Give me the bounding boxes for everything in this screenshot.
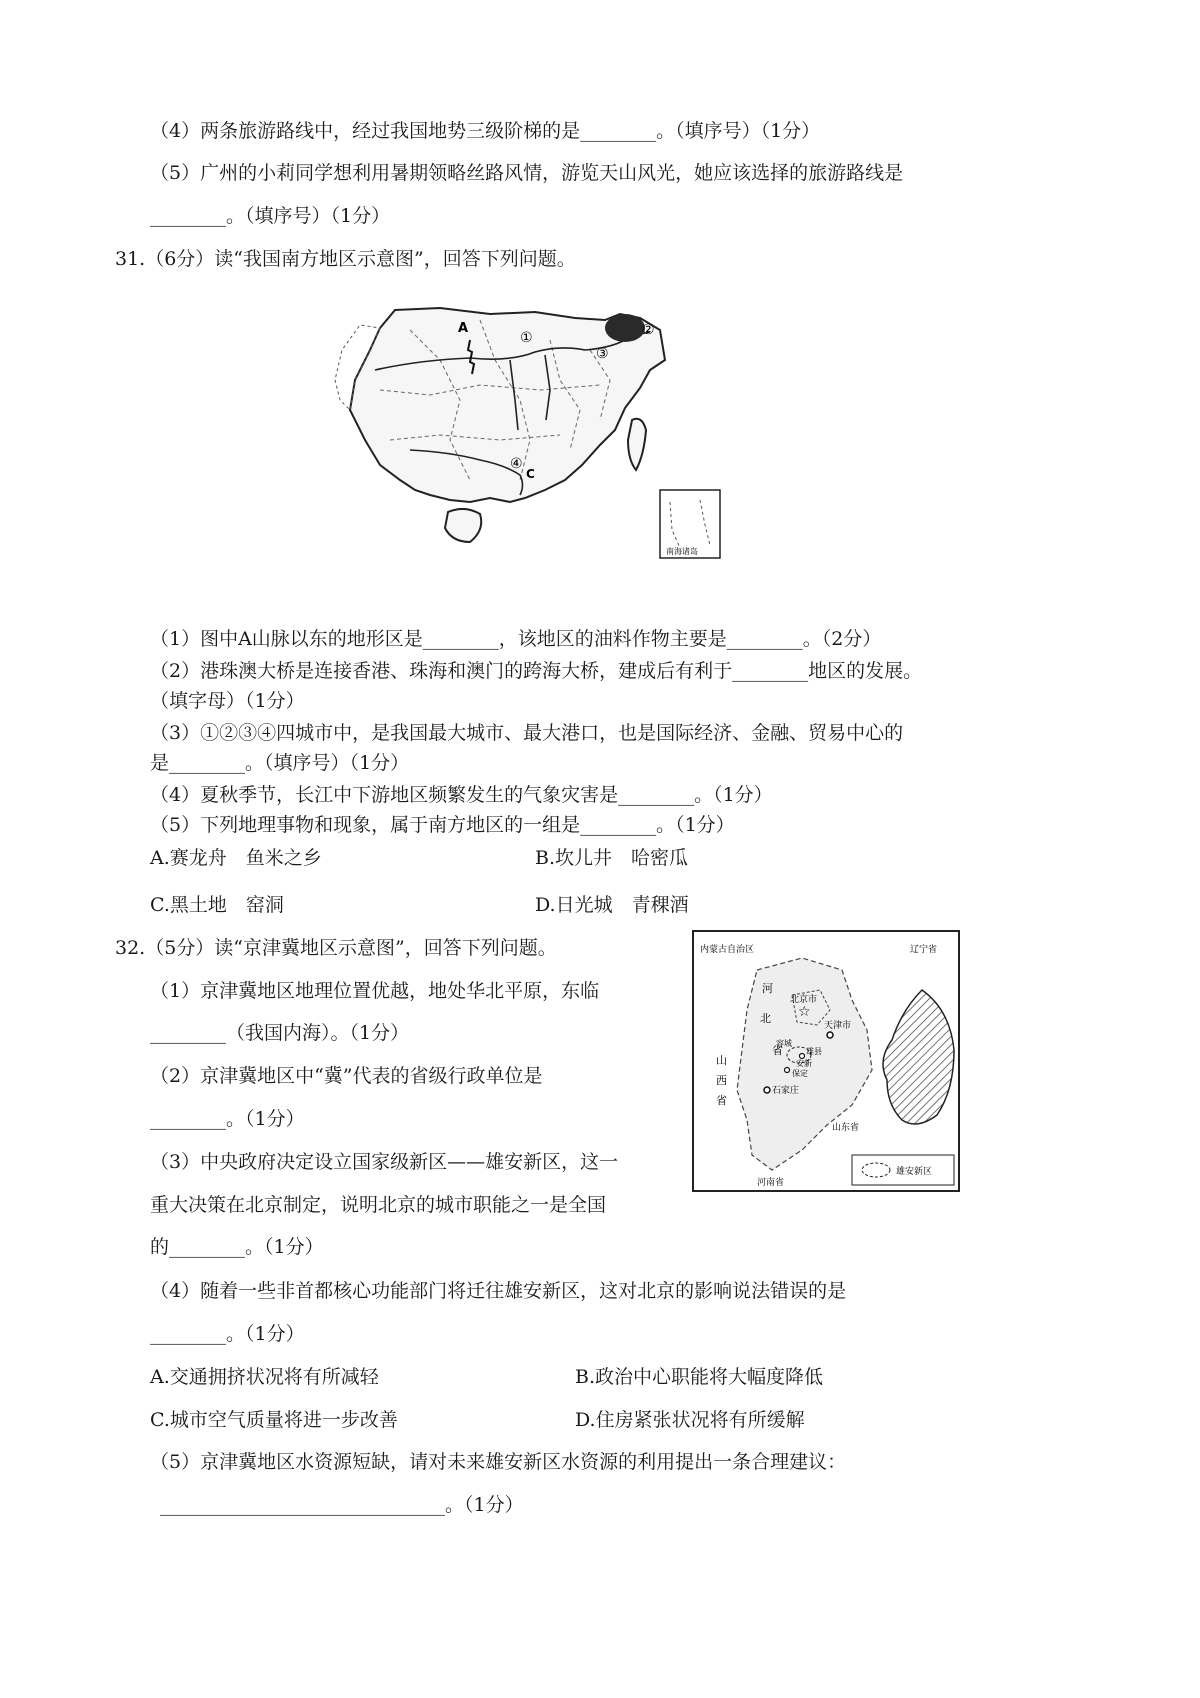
shanxi-char-3: 省 — [716, 1094, 727, 1107]
region-c-label: C — [526, 467, 535, 481]
q32-part5-line2: ______________________________。（1分） — [160, 1494, 524, 1516]
hainan-island — [445, 509, 481, 542]
q31-part3-line2: 是________。（填序号）（1分） — [150, 752, 410, 774]
shandong-label: 山东省 — [832, 1123, 860, 1133]
q32-option-a: A.交通拥挤状况将有所减轻 — [150, 1366, 379, 1388]
q32-part3-line1: （3）中央政府决定设立国家级新区——雄安新区，这一 — [150, 1151, 619, 1173]
hebei-char-2: 北 — [760, 1012, 771, 1025]
liaoning-label: 辽宁省 — [910, 945, 938, 955]
q31-option-d: D.日光城 青稞酒 — [535, 894, 689, 916]
q31-option-c: C.黑土地 窑洞 — [150, 894, 284, 916]
q32-option-d: D.住房紧张状况将有所缓解 — [575, 1409, 805, 1431]
shanxi-char-2: 西 — [716, 1074, 727, 1087]
inset-label: 南海诸岛 — [666, 547, 698, 556]
q32-part4-line2: ________。（1分） — [150, 1323, 305, 1345]
q30-part4: （4）两条旅游路线中，经过我国地势三级阶梯的是________。（填序号）（1分） — [150, 120, 821, 142]
city-2-label: ② — [642, 322, 655, 338]
mountain-a-label: A — [458, 321, 469, 336]
beijing-label: 北京市 — [790, 995, 818, 1005]
q31-option-b: B.坎儿井 哈密瓜 — [535, 847, 689, 869]
q32-option-c: C.城市空气质量将进一步改善 — [150, 1409, 398, 1431]
yangtze-delta-area — [605, 314, 645, 342]
q32-option-b: B.政治中心职能将大幅度降低 — [575, 1366, 824, 1388]
tianjin-label: 天津市 — [824, 1021, 852, 1031]
beijing-star-icon: ☆ — [798, 1004, 811, 1020]
q31-part3-line1: （3）①②③④四城市中，是我国最大城市、最大港口，也是国际经济、金融、贸易中心的 — [150, 722, 904, 744]
xiongxian-label: 雄县 — [806, 1047, 822, 1056]
q32-part3-line2: 重大决策在北京制定，说明北京的城市职能之一是全国 — [150, 1194, 607, 1216]
jingjinji-map — [692, 930, 960, 1192]
legend-label: 雄安新区 — [896, 1167, 933, 1177]
baoding-label: 保定 — [792, 1069, 808, 1078]
city-3-label: ③ — [596, 346, 609, 362]
q32-part5-line1: （5）京津冀地区水资源短缺，请对未来雄安新区水资源的利用提出一条合理建议： — [150, 1451, 847, 1473]
q32-part1-line2: ________（我国内海）。（1分） — [150, 1022, 410, 1044]
city-1-label: ① — [520, 330, 533, 346]
q31-part2-line2: （填字母）（1分） — [150, 690, 305, 712]
tianjin-marker — [827, 1032, 833, 1038]
q32-part2-line1: （2）京津冀地区中“冀”代表的省级行政单位是 — [150, 1065, 543, 1087]
baoding-marker — [785, 1068, 790, 1073]
shanxi-char-1: 山 — [716, 1054, 727, 1067]
q32-part3-line3: 的________。（1分） — [150, 1236, 324, 1258]
rongcheng-label: 容城 — [776, 1039, 792, 1048]
q32-part4-line1: （4）随着一些非首都核心功能部门将迁往雄安新区，这对北京的影响说法错误的是 — [150, 1280, 847, 1302]
hebei-char-1: 河 — [762, 982, 773, 995]
henan-label: 河南省 — [757, 1178, 785, 1188]
shijiazhuang-marker — [764, 1087, 770, 1093]
q31-title: 31.（6分）读“我国南方地区示意图”，回答下列问题。 — [115, 248, 576, 270]
xiongxian-marker — [800, 1054, 805, 1059]
q31-part1: （1）图中A山脉以东的地形区是________，该地区的油料作物主要是________。（2分） — [150, 628, 882, 650]
taiwan-island — [628, 419, 646, 470]
hebei-char-3: 省 — [772, 1044, 783, 1057]
q31-part2-line1: （2）港珠澳大桥是连接香港、珠海和澳门的跨海大桥，建成后有利于________地区的发展。 — [150, 660, 923, 682]
anxin-label: 安新 — [796, 1059, 812, 1068]
q30-part5-line2: ________。（填序号）（1分） — [150, 205, 391, 227]
q32-part1-line1: （1）京津冀地区地理位置优越，地处华北平原，东临 — [150, 980, 600, 1002]
q31-option-a: A.赛龙舟 鱼米之乡 — [150, 847, 322, 869]
inner-mongolia-label: 内蒙古自治区 — [700, 945, 755, 955]
q31-part5: （5）下列地理事物和现象，属于南方地区的一组是________。（1分） — [150, 814, 735, 836]
q32-part2-line2: ________。（1分） — [150, 1108, 305, 1130]
q30-part5-line1: （5）广州的小莉同学想利用暑期领略丝路风情，游览天山风光，她应该选择的旅游路线是 — [150, 162, 904, 184]
city-4-label: ④ — [510, 456, 523, 472]
south-china-map — [320, 290, 800, 610]
shijiazhuang-label: 石家庄 — [772, 1086, 800, 1096]
q32-title: 32.（5分）读“京津冀地区示意图”，回答下列问题。 — [115, 937, 557, 959]
q31-part4: （4）夏秋季节，长江中下游地区频繁发生的气象灾害是________。（1分） — [150, 784, 773, 806]
